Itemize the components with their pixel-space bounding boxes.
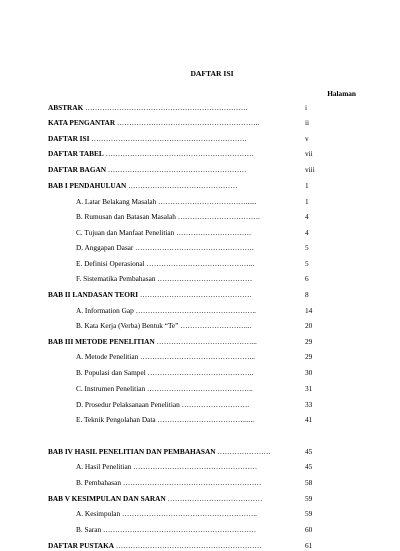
toc-entry-leader: …………………………………………………..: [115, 118, 260, 127]
toc-entry-label: [48, 181, 291, 191]
toc-entry-title: DAFTAR BAGAN: [48, 165, 107, 174]
toc-entry-label: [76, 228, 291, 238]
toc-chapter-entry: [0, 290, 400, 300]
toc-entry-page-number: 8: [305, 290, 309, 299]
toc-entry-title: DAFTAR ISI: [48, 134, 90, 143]
toc-entry-page-number: 59: [305, 509, 313, 518]
toc-entry-leader: ……………………………………….: [138, 290, 252, 299]
toc-entry-label: [76, 243, 291, 253]
toc-entry-page-number: 41: [305, 415, 313, 424]
toc-entry-title: C. Instrumen Penelitian: [76, 384, 146, 393]
toc-entry-title: B. Saran: [76, 525, 102, 534]
toc-entry-title: D. Anggapan Dasar: [76, 243, 134, 252]
toc-chapter-entry: [0, 103, 400, 113]
toc-section-entry: [0, 352, 400, 362]
toc-entry-label: [76, 400, 291, 410]
toc-entry-title: BAB III METODE PENELITIAN: [48, 337, 155, 346]
toc-entry-leader: ………………………………………….: [133, 243, 254, 252]
toc-entry-title: B. Pembahasan: [76, 478, 121, 487]
toc-entry-page-number: ii: [305, 118, 310, 127]
toc-entry-leader: …………………………………: [155, 274, 253, 283]
toc-entry-page-number: 31: [305, 384, 313, 393]
toc-entry-title: DAFTAR TABEL: [48, 149, 104, 158]
toc-entry-title: D. Prosedur Pelaksanaan Penelitian: [76, 400, 180, 409]
toc-entry-page-number: 45: [305, 462, 313, 471]
toc-entry-label: [76, 321, 291, 331]
toc-entry-leader: ………………………………………………..: [120, 509, 258, 518]
toc-entry-leader: …………………………………………………: [106, 165, 247, 174]
toc-entry-leader: ………………………...: [178, 321, 252, 330]
toc-entry-label: [76, 462, 291, 472]
toc-entry-title: E. Definisi Operasional: [76, 259, 145, 268]
toc-section-entry: [0, 306, 400, 316]
toc-entry-leader: ……………………………………..: [145, 384, 253, 393]
toc-entry-label: [76, 478, 291, 488]
toc-entry-title: DAFTAR PUSTAKA: [48, 541, 115, 550]
toc-entry-label: [76, 509, 291, 519]
toc-entry-page-number: v: [305, 134, 309, 143]
toc-entry-leader: ……………………………………………………: [114, 541, 262, 550]
toc-entry-leader: …………………………………………………: [121, 478, 262, 487]
toc-chapter-entry: [0, 149, 400, 159]
toc-entry-leader: ………………….: [215, 447, 271, 456]
toc-entry-page-number: 33: [305, 400, 313, 409]
page-title: DAFTAR ISI: [190, 69, 234, 78]
toc-entry-title: BAB II LANDASAN TEORI: [48, 290, 139, 299]
toc-entry-label: [76, 259, 291, 269]
toc-section-entry: [0, 525, 400, 535]
toc-entry-label: [76, 525, 291, 535]
toc-entry-leader: ………………………………………...: [138, 352, 255, 361]
toc-entry-leader: ……………………………………...: [144, 259, 255, 268]
toc-entry-title: E. Teknik Pengolahan Data: [76, 415, 156, 424]
toc-entry-title: A. Information Gap: [76, 306, 134, 315]
toc-entry-title: F. Sistematika Pembahasan: [76, 274, 156, 283]
toc-entry-title: ABSTRAK: [48, 103, 84, 112]
toc-section-entry: [0, 212, 400, 222]
toc-entry-label: [76, 415, 291, 425]
toc-entry-page-number: 59: [305, 494, 313, 503]
toc-entry-leader: ……………………………………..: [145, 368, 254, 377]
toc-section-entry: [0, 478, 400, 488]
toc-section-entry: [0, 462, 400, 472]
toc-entry-page-number: 61: [305, 541, 313, 550]
toc-section-entry: [0, 197, 400, 207]
toc-entry-title: BAB IV HASIL PENELITIAN DAN PEMBAHASAN: [48, 447, 216, 456]
toc-entry-label: [76, 197, 291, 207]
toc-entry-title: B. Kata Kerja (Verba) Bentuk “Te”: [76, 321, 179, 330]
toc-entry-page-number: 29: [305, 337, 313, 346]
toc-entry-leader: ……………………………………………: [131, 462, 258, 471]
toc-entry-page-number: 4: [305, 212, 309, 221]
toc-entry-title: A. Kesimpulan: [76, 509, 121, 518]
toc-entry-page-number: 30: [305, 368, 313, 377]
toc-section-entry: [0, 321, 400, 331]
toc-chapter-entry: [0, 494, 400, 504]
toc-chapter-entry: [0, 447, 400, 457]
toc-entry-leader: …………………………………………..: [133, 306, 256, 315]
toc-entry-label: [76, 212, 291, 222]
toc-entry-page-number: 20: [305, 321, 313, 330]
toc-chapter-entry: [0, 337, 400, 347]
toc-entry-title: KATA PENGANTAR: [48, 118, 116, 127]
toc-entry-leader: ………………………………………………………….: [83, 103, 248, 112]
toc-entry-title: BAB I PENDAHULUAN: [48, 181, 127, 190]
toc-section-entry: [0, 384, 400, 394]
toc-entry-label: [76, 274, 291, 284]
toc-entry-leader: ……………………….: [179, 400, 250, 409]
toc-entry-page-number: viii: [305, 165, 315, 174]
toc-entry-title: BAB V KESIMPULAN DAN SARAN: [48, 494, 166, 503]
toc-entry-page-number: 60: [305, 525, 313, 534]
toc-entry-label: [48, 337, 291, 347]
toc-entry-label: [76, 352, 291, 362]
toc-entry-page-number: vii: [305, 149, 313, 158]
toc-entry-title: A. Metode Penelitian: [76, 352, 139, 361]
toc-entry-leader: …………………………………: [165, 494, 263, 503]
toc-entry-label: [48, 165, 291, 175]
toc-entry-page-number: 5: [305, 259, 309, 268]
toc-entry-leader: ……………………………………………………….: [89, 134, 247, 143]
toc-chapter-entry: [0, 118, 400, 128]
toc-chapter-entry: [0, 181, 400, 191]
toc-entry-label: [48, 103, 291, 113]
toc-entry-page-number: 29: [305, 352, 313, 361]
toc-entry-label: [48, 149, 291, 159]
toc-entry-page-number: 58: [305, 478, 313, 487]
toc-section-entry: [0, 274, 400, 284]
toc-section-entry: [0, 259, 400, 269]
toc-entry-page-number: 1: [305, 181, 309, 190]
toc-section-entry: [0, 228, 400, 238]
toc-entry-label: [76, 384, 291, 394]
toc-section-entry: [0, 400, 400, 410]
toc-entry-label: [48, 290, 291, 300]
toc-entry-label: [76, 368, 291, 378]
toc-entry-leader: ………………………………………………………: [101, 525, 257, 534]
toc-section-entry: [0, 415, 400, 425]
toc-chapter-entry: [0, 134, 400, 144]
toc-section-entry: [0, 368, 400, 378]
toc-entry-title: A. Latar Belakang Masalah: [76, 197, 157, 206]
toc-entry-leader: ………………………………………: [126, 181, 238, 190]
toc-entry-leader: ………………………….: [174, 228, 251, 237]
toc-entry-leader: ………………………………......: [156, 197, 257, 206]
toc-entry-leader: …………………………………………………….: [103, 149, 254, 158]
toc-entry-leader: …………………………….: [175, 212, 260, 221]
toc-entry-page-number: 4: [305, 228, 309, 237]
page-column-header: Halaman: [327, 89, 356, 98]
toc-entry-label: [48, 134, 291, 144]
toc-entry-label: [48, 494, 291, 504]
toc-entry-title: B. Populasi dan Sampel: [76, 368, 146, 377]
toc-entry-label: [76, 306, 291, 316]
toc-entry-page-number: 5: [305, 243, 309, 252]
toc-section-entry: [0, 243, 400, 253]
toc-chapter-entry: [0, 165, 400, 175]
toc-entry-page-number: 45: [305, 447, 313, 456]
toc-entry-label: [48, 447, 291, 457]
toc-entry-page-number: 6: [305, 274, 309, 283]
toc-entry-title: A. Hasil Penelitian: [76, 462, 132, 471]
toc-entry-title: C. Tujuan dan Manfaat Penelitian: [76, 228, 175, 237]
toc-entry-page-number: 14: [305, 306, 313, 315]
toc-entry-label: [48, 118, 291, 128]
toc-entry-leader: ……………………………….....: [155, 415, 255, 424]
toc-entry-page-number: i: [305, 103, 308, 112]
toc-section-entry: [0, 509, 400, 519]
toc-entry-title: B. Rumusan dan Batasan Masalah: [76, 212, 176, 221]
toc-entry-leader: …………………………………...: [154, 337, 257, 346]
toc-entry-page-number: 1: [305, 197, 309, 206]
